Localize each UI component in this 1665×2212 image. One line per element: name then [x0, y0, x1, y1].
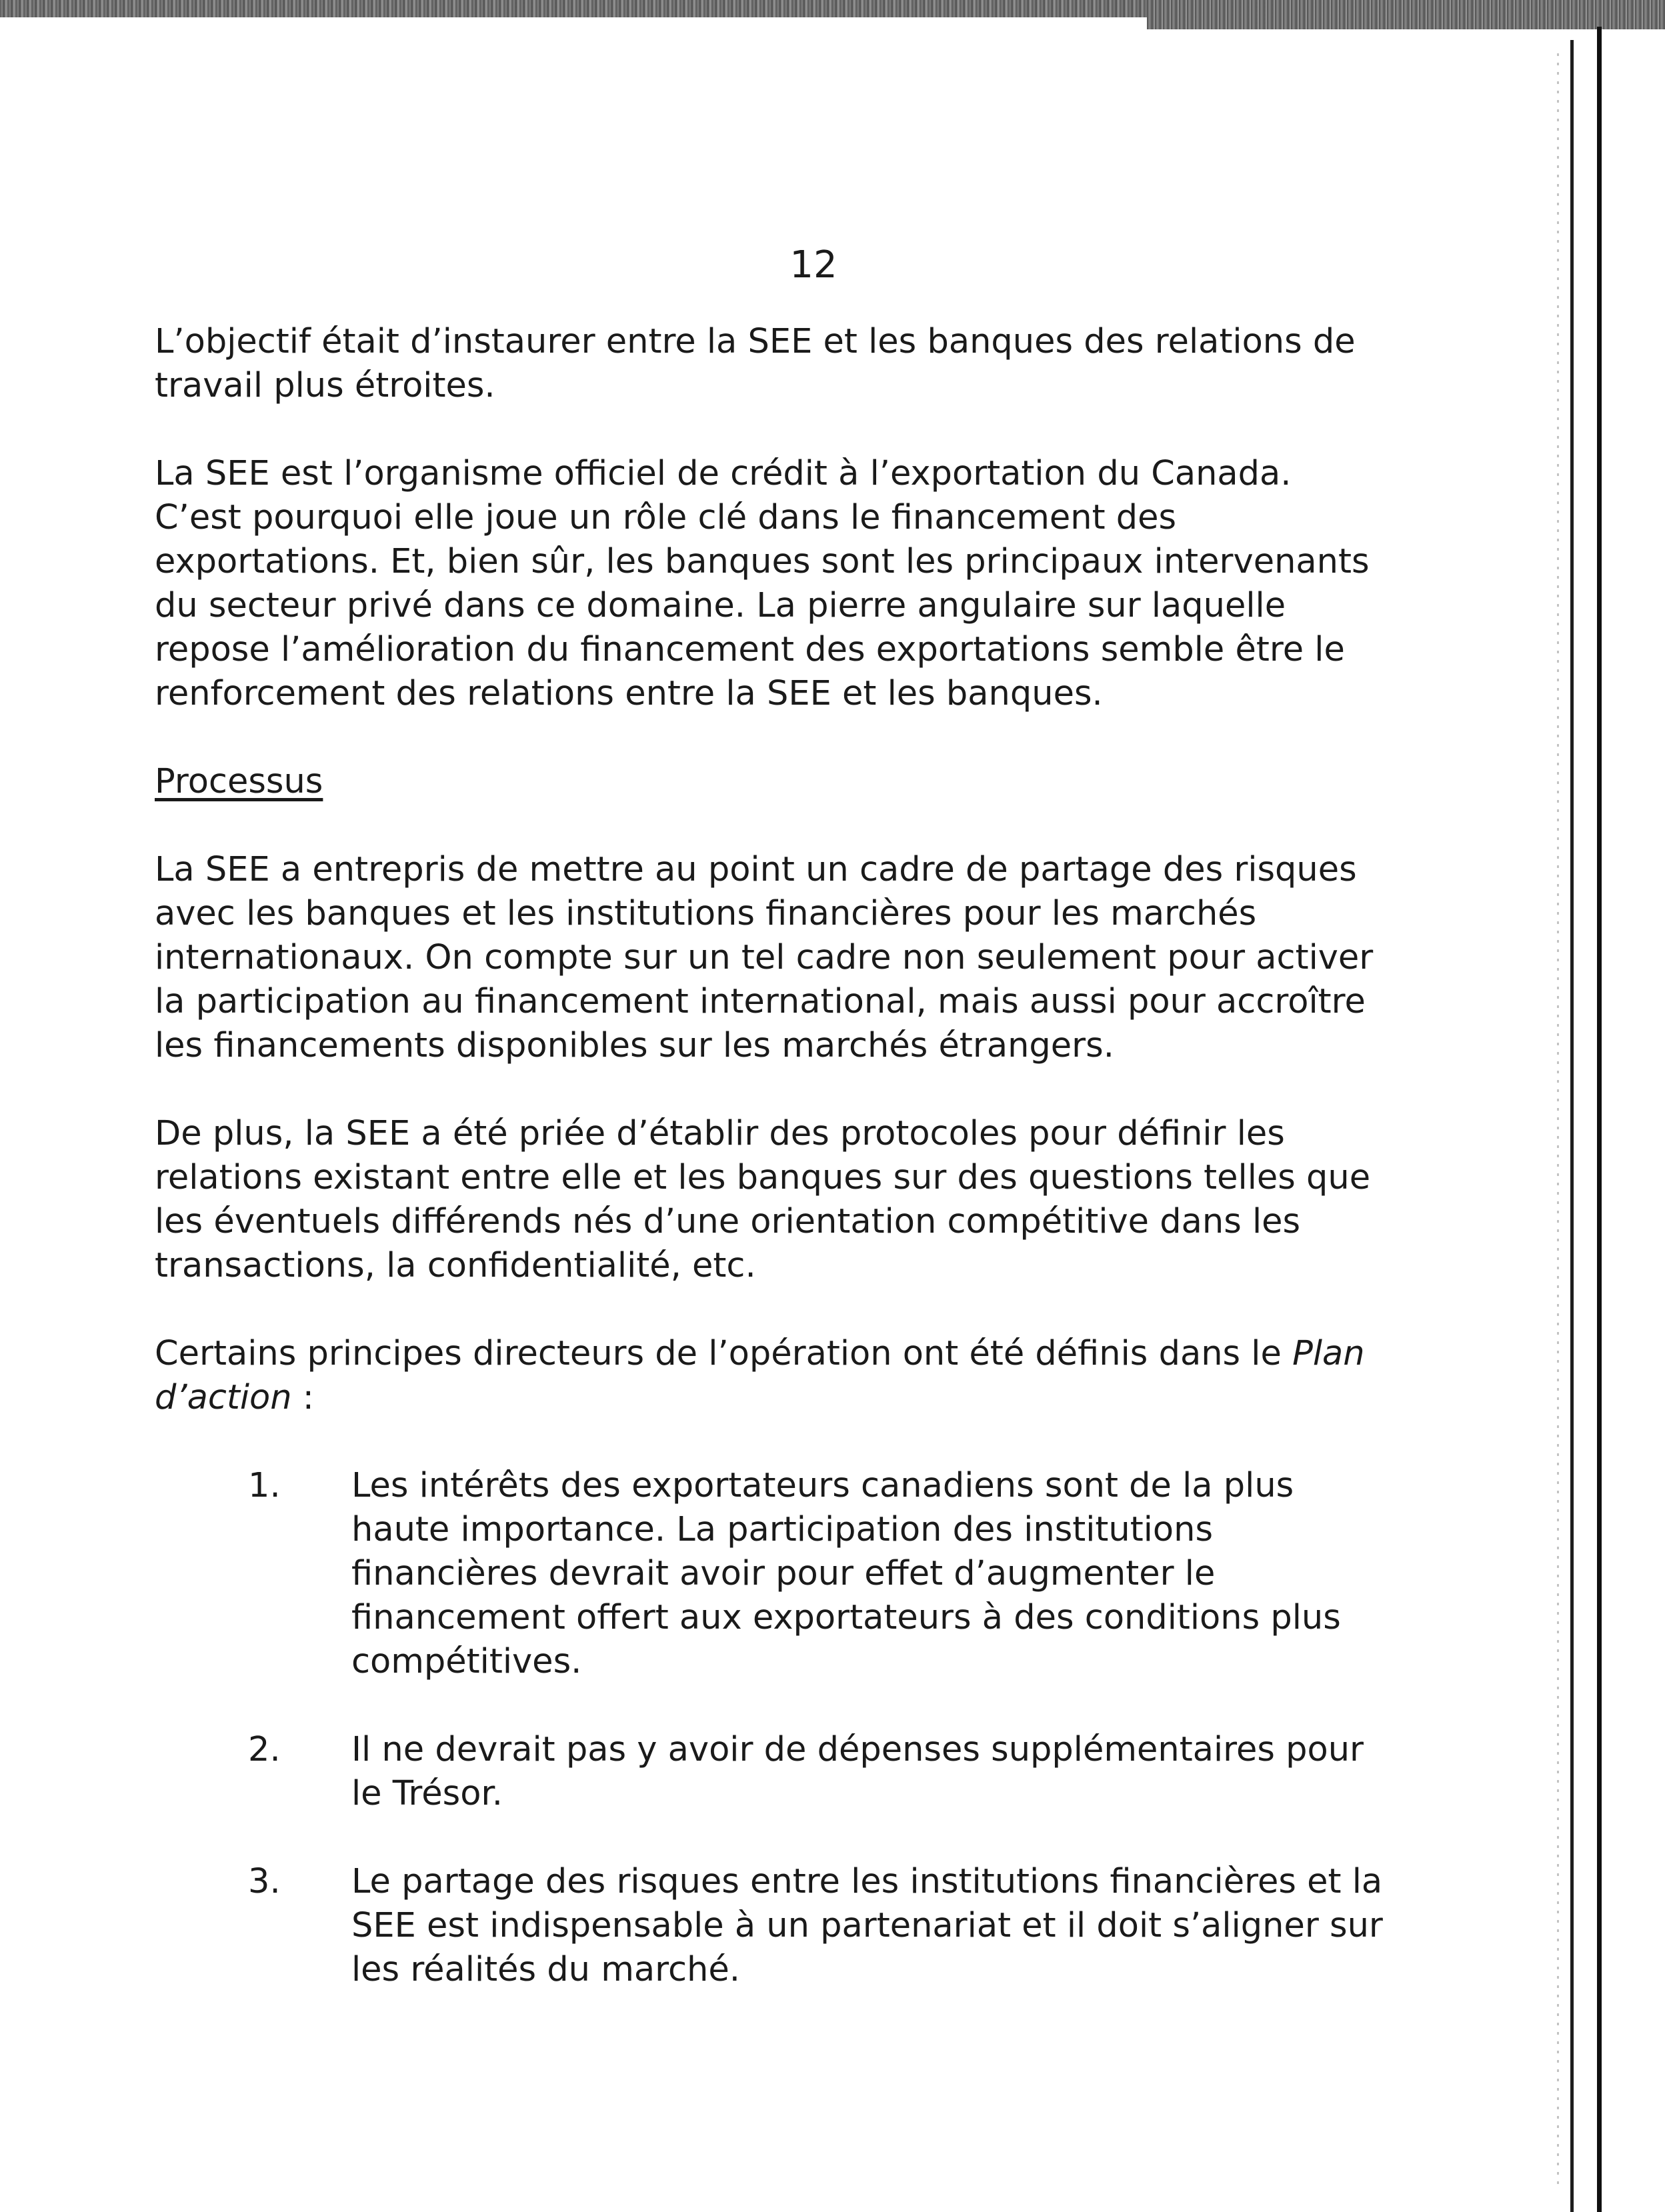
principles-text-start: Certains principes directeurs de l’opération ont été définis dans le	[155, 1334, 1293, 1373]
document-body	[155, 320, 1508, 2036]
list-item-text: Le partage des risques entre les institutions financières et la SEE est indispensable à un partenariat et il doit s’aligner sur les réalités du marché.	[351, 1862, 1383, 1989]
list-item	[248, 1464, 1485, 1684]
paragraph-see-role: La SEE est l’organisme officiel de crédit à l’exportation du Canada. C’est pourquoi elle joue un rôle clé dans le financement des exportations. Et, bien sûr, les banques sont les principaux intervenants du secteur privé dans ce domaine. La pierre angulaire sur laquelle repose l’amélioration du financement des exportations semble être le renforcement des relations entre la SEE et les banques.	[155, 454, 1370, 713]
paragraph-objective: L’objectif était d’instaurer entre la SEE et les banques des relations de travail plus étroites.	[155, 322, 1356, 405]
plan-action-title: Plan d’action	[155, 1334, 1365, 1417]
list-item	[248, 1728, 1485, 1816]
paragraph-principles	[155, 1332, 1508, 1420]
scan-edge-top	[0, 0, 1665, 17]
list-item	[248, 1860, 1485, 1992]
list-item-text: Les intérêts des exportateurs canadiens sont de la plus haute importance. La participation des institutions financières devrait avoir pour effet d’augmenter le financement offert aux exportateurs à des conditions plus compétitives.	[351, 1466, 1341, 1681]
scan-edge-right-fuzz	[1557, 53, 1559, 2187]
paragraph-protocols: De plus, la SEE a été priée d’établir des protocoles pour définir les relations existant entre elle et les banques sur des questions telles que les éventuels différends nés d’une orientation compétitive dans les transactions, la confidentialité, etc.	[155, 1114, 1371, 1285]
list-item-number: 3.	[248, 1862, 281, 1901]
list-item-text: Il ne devrait pas y avoir de dépenses supplémentaires pour le Trésor.	[351, 1730, 1364, 1813]
list-item-number: 1.	[248, 1466, 281, 1505]
section-heading-processus: Processus	[155, 762, 323, 801]
principles-text-end: :	[291, 1378, 314, 1417]
scan-edge-right-border	[1597, 27, 1602, 2212]
list-item-number: 2.	[248, 1730, 281, 1769]
paragraph-risk-sharing: La SEE a entrepris de mettre au point un cadre de partage des risques avec les banques et les institutions financières pour les marchés internationaux. On compte sur un tel cadre non seulement pour activer la participation au financement international, mais aussi pour accroître les financements disponibles sur les marchés étrangers.	[155, 850, 1374, 1065]
principles-list	[155, 1464, 1508, 1992]
page-number: 12	[789, 243, 838, 287]
scan-edge-right-line	[1570, 40, 1574, 2212]
